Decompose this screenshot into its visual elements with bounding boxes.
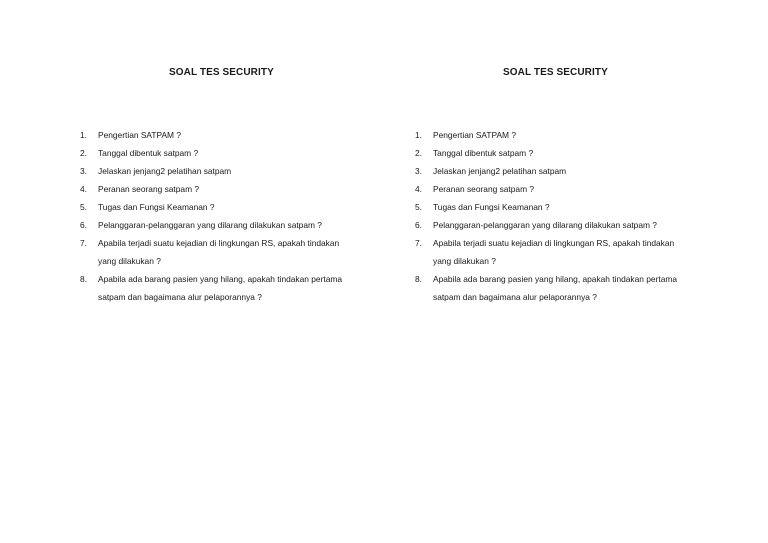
question-line: yang dilakukan ? [98,256,161,266]
question-number: 2. [80,148,87,158]
question-text [98,198,390,216]
question-number: 2. [415,148,422,158]
question-line: Apabila terjadi suatu kejadian di lingkungan RS, apakah tindakan [433,238,675,248]
question-item [80,144,390,162]
question-line: Apabila terjadi suatu kejadian di lingkungan RS, apakah tindakan [98,238,340,248]
question-line: satpam dan bagaimana alur pelaporannya ? [98,292,262,302]
question-sheet-left [80,66,390,306]
question-item [80,180,390,198]
question-list [415,126,725,306]
question-number: 7. [80,238,87,248]
question-item [415,180,725,198]
question-text [433,180,725,198]
question-line: Pelanggaran-pelanggaran yang dilarang dilakukan satpam ? [433,220,657,230]
question-item [80,162,390,180]
question-line: Tanggal dibentuk satpam ? [98,148,199,158]
question-line: Apabila ada barang pasien yang hilang, apakah tindakan pertama [98,274,342,284]
question-text [433,126,725,144]
question-item [415,216,725,234]
question-item [415,198,725,216]
question-item [80,234,390,270]
question-line: Pengertian SATPAM ? [98,130,182,140]
question-line: satpam dan bagaimana alur pelaporannya ? [433,292,597,302]
question-text [98,270,390,306]
question-line: Jelaskan jenjang2 pelatihan satpam [98,166,232,176]
question-line: Peranan seorang satpam ? [433,184,535,194]
question-item [415,234,725,270]
question-text [98,144,390,162]
question-line: Apabila ada barang pasien yang hilang, apakah tindakan pertama [433,274,677,284]
question-list [80,126,390,306]
sheet-title: SOAL TES SECURITY [169,67,274,78]
question-line: Peranan seorang satpam ? [98,184,200,194]
question-number: 6. [80,220,87,230]
question-number: 8. [415,274,422,284]
question-number: 3. [415,166,422,176]
question-item [80,216,390,234]
question-item [415,270,725,306]
question-number: 3. [80,166,87,176]
question-item [415,162,725,180]
question-number: 5. [80,202,87,212]
question-item [415,144,725,162]
question-text [98,234,390,270]
sheet-title: SOAL TES SECURITY [503,67,608,78]
question-number: 1. [80,130,87,140]
question-line: Pelanggaran-pelanggaran yang dilarang dilakukan satpam ? [98,220,322,230]
question-line: Tanggal dibentuk satpam ? [433,148,534,158]
question-text [98,180,390,198]
question-number: 1. [415,130,422,140]
question-number: 4. [80,184,87,194]
question-text [433,162,725,180]
question-text [98,216,390,234]
question-number: 8. [80,274,87,284]
question-sheet-right [415,66,725,306]
question-line: Tugas dan Fungsi Keamanan ? [98,202,215,212]
question-text [98,162,390,180]
question-line: Pengertian SATPAM ? [433,130,517,140]
question-number: 7. [415,238,422,248]
question-item [415,126,725,144]
question-text [433,144,725,162]
question-item [80,270,390,306]
question-line: Tugas dan Fungsi Keamanan ? [433,202,550,212]
question-number: 6. [415,220,422,230]
question-line: yang dilakukan ? [433,256,496,266]
question-text [433,198,725,216]
question-number: 4. [415,184,422,194]
question-item [80,126,390,144]
question-text [433,216,725,234]
question-text [433,234,725,270]
question-line: Jelaskan jenjang2 pelatihan satpam [433,166,567,176]
question-item [80,198,390,216]
question-text [98,126,390,144]
question-text [433,270,725,306]
question-number: 5. [415,202,422,212]
